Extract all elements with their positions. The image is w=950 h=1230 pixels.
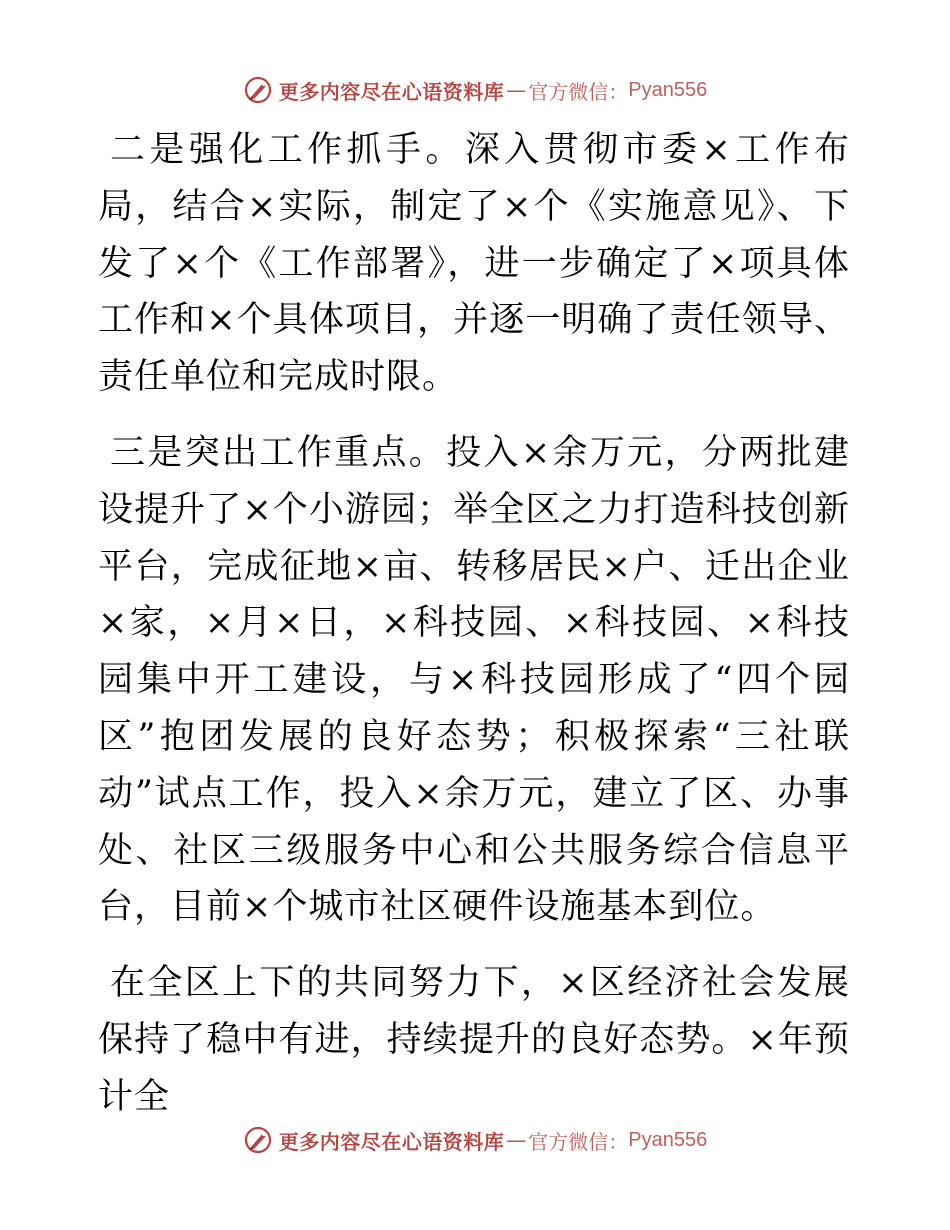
paragraph: 三是突出工作重点。投入×余万元，分两批建设提升了×个小游园；举全区之力打造科技创新平台，完成征地×亩、转移居民×户、迁出企业×家，×月×日，×科技园、×科技园、×科技园集中开工建设，与×科技园形成了“四个园区”抱团发展的良好态势；积极探索“三社联动”试点工作，投入×余万元，建立了区、办事处、社区三级服务中心和公共服务综合信息平台，目前×个城市社区硬件设施基本到位。 — [98, 432, 850, 928]
paragraph: 在全区上下的共同努力下，×区经济社会发展保持了稳中有进，持续提升的良好态势。×年预计全 — [98, 963, 850, 1117]
document-body — [98, 122, 850, 1145]
header-watermark — [0, 70, 950, 110]
watermark-site-text: 更多内容尽在心语资料库 — [278, 79, 505, 104]
watermark-dash: — — [506, 1128, 527, 1152]
watermark-wechat-label: 官方微信： — [528, 1129, 629, 1154]
watermark-site-text: 更多内容尽在心语资料库 — [278, 1129, 505, 1154]
watermark-wechat-id: Pyan556 — [628, 1128, 708, 1151]
watermark-wechat-label: 官方微信： — [528, 79, 629, 104]
quill-pen-icon — [243, 75, 273, 105]
watermark-wechat-id: Pyan556 — [628, 78, 708, 101]
watermark-dash: — — [506, 78, 527, 102]
footer-watermark — [0, 1120, 950, 1160]
quill-pen-icon — [243, 1125, 273, 1155]
paragraph: 二是强化工作抓手。深入贯彻市委×工作布局，结合×实际，制定了×个《实施意见》、下发了×个《工作部署》，进一步确定了×项具体工作和×个具体项目，并逐一明确了责任领导、责任单位和完成时限。 — [98, 130, 850, 398]
